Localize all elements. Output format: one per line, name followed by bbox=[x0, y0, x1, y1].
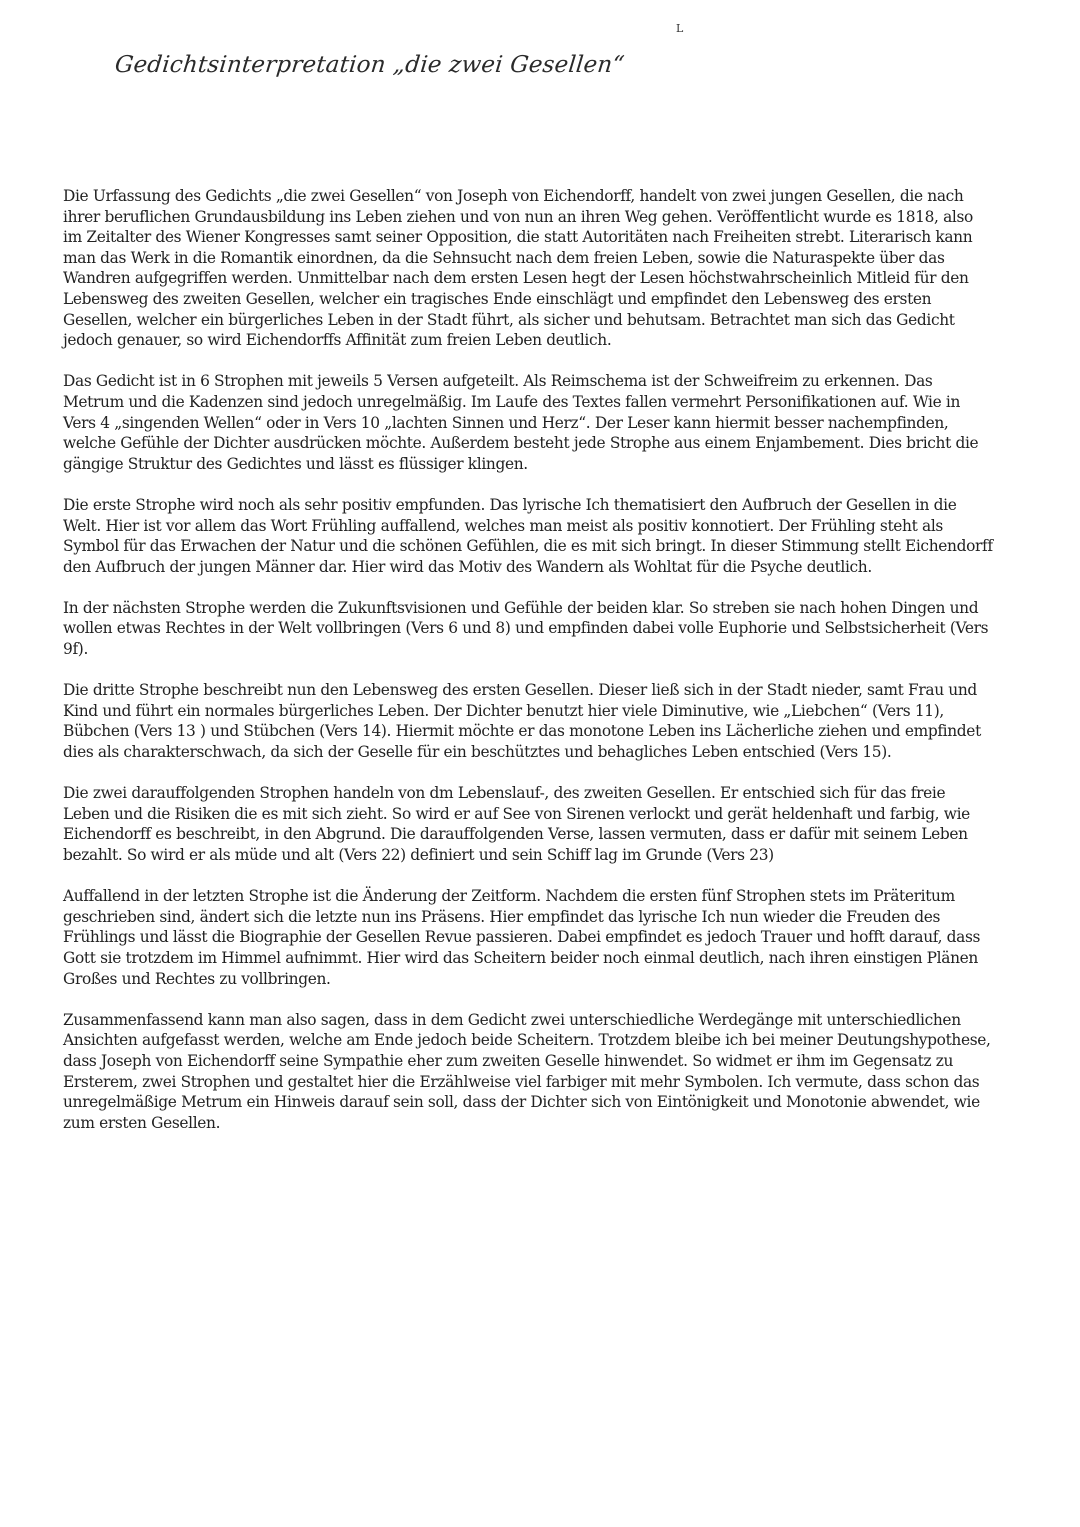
page-title: Gedichtsinterpretation „die zwei Gesellen“ bbox=[113, 52, 626, 78]
paragraph-introduction: Die Urfassung des Gedichts „die zwei Gesellen“ von Joseph von Eichendorff, handelt von zwei jungen Gesellen, die nach ihrer beruflichen Grundausbildung ins Leben ziehen und von nun an ihren Weg gehen. Veröffentlicht wurde es 1818, also im Zeitalter des Wiener Kongresses samt seiner Opposition, die statt Autoritäten nach Freiheiten strebt. Literarisch kann man das Werk in die Romantik einordnen, da die Sehnsucht nach dem freien Leben, sowie die Naturaspekte über das Wandren aufgegriffen werden. Unmittelbar nach dem ersten Lesen hegt der Lesen höchstwahrscheinlich Mitleid für den Lebensweg des zweiten Gesellen, welcher ein tragisches Ende einschlägt und empfindet den Lebensweg des ersten Gesellen, welcher ein bürgerliches Leben in der Stadt führt, als sicher und behutsam. Betrachtet man sich das Gedicht jedoch genauer, so wird Eichendorffs Affinität zum freien Leben deutlich. bbox=[63, 187, 973, 350]
paragraph-fourth-fifth-stanza: Die zwei darauffolgenden Strophen handeln von dm Lebenslauf-, des zweiten Gesellen. Er entschied sich für das freie Leben und die Risiken die es mit sich zieht. So wird er auf See von Sirenen verlockt und gerät heldenhaft und farbig, wie Eichendorff es beschreibt, in den Abgrund. Die darauffolgenden Verse, lassen vermuten, dass er dafür mit seinem Leben bezahlt. So wird er als müde und alt (Vers 22) definiert und sein Schiff lag im Grunde (Vers 23) bbox=[63, 784, 970, 864]
essay-body bbox=[63, 186, 993, 1154]
paragraph-third-stanza: Die dritte Strophe beschreibt nun den Lebensweg des ersten Gesellen. Dieser ließ sich in der Stadt nieder, samt Frau und Kind und führt ein normales bürgerliches Leben. Der Dichter benutzt hier viele Diminutive, wie „Liebchen“ (Vers 11), Bübchen (Vers 13 ) und Stübchen (Vers 14). Hiermit möchte er das monotone Leben ins Lächerliche ziehen und empfindet dies als charakterschwach, da sich der Geselle für ein beschütztes und behagliches Leben entschied (Vers 15). bbox=[63, 681, 981, 762]
paragraph-second-stanza: In der nächsten Strophe werden die Zukunftsvisionen und Gefühle der beiden klar. So streben sie nach hohen Dingen und wollen etwas Rechtes in der Welt vollbringen (Vers 6 und 8) und empfinden dabei volle Euphorie und Selbstsicherheit (Vers 9f). bbox=[63, 598, 989, 659]
paragraph-form-analysis: Das Gedicht ist in 6 Strophen mit jeweils 5 Versen aufgeteilt. Als Reimschema ist der Schweifreim zu erkennen. Das Metrum und die Kadenzen sind jedoch unregelmäßig. Im Laufe des Textes fallen vermehrt Personifikationen auf. Wie in Vers 4 „singenden Wellen“ oder in Vers 10 „lachten Sinnen und Herz“. Der Leser kann hiermit besser nachempfinden, welche Gefühle der Dichter ausdrücken möchte. Außerdem besteht jede Strophe aus einem Enjambement. Dies bricht die gängige Struktur des Gedichtes und lässt es flüssiger klingen. bbox=[63, 372, 979, 473]
paragraph-conclusion: Zusammenfassend kann man also sagen, dass in dem Gedicht zwei unterschiedliche Werdegänge mit unterschiedlichen Ansichten aufgefasst werden, welche am Ende jedoch beide Scheitern. Trotzdem bleibe ich bei meiner Deutungshypothese, dass Joseph von Eichendorff seine Sympathie eher zum zweiten Geselle hinwendet. So widmet er ihm im Gegensatz zu Ersterem, zwei Strophen und gestaltet hier die Erzählweise viel farbiger mit mehr Symbolen. Ich vermute, dass schon das unregelmäßige Metrum ein Hinweis darauf sein soll, dass der Dichter sich von Eintönigkeit und Monotonie abwendet, wie zum ersten Gesellen. bbox=[63, 1010, 991, 1132]
page-mark: L bbox=[676, 22, 684, 35]
paragraph-last-stanza: Auffallend in der letzten Strophe ist die Änderung der Zeitform. Nachdem die ersten fünf Strophen stets im Präteritum geschrieben sind, ändert sich die letzte nun ins Präsens. Hier empfindet das lyrische Ich nun wieder die Freuden des Frühlings und lässt die Biographie der Gesellen Revue passieren. Dabei empfindet es jedoch Trauer und hofft darauf, dass Gott sie trotzdem im Himmel aufnimmt. Hier wird das Scheitern beider noch einmal deutlich, nach ihren einstigen Plänen Großes und Rechtes zu vollbringen. bbox=[63, 887, 981, 988]
paragraph-first-stanza: Die erste Strophe wird noch als sehr positiv empfunden. Das lyrische Ich thematisiert den Aufbruch der Gesellen in die Welt. Hier ist vor allem das Wort Frühling auffallend, welches man meist als positiv konnotiert. Der Frühling steht als Symbol für das Erwachen der Natur und die schönen Gefühlen, die es mit sich bringt. In dieser Stimmung stellt Eichendorff den Aufbruch der jungen Männer dar. Hier wird das Motiv des Wandern als Wohltat für die Psyche deutlich. bbox=[63, 495, 993, 576]
